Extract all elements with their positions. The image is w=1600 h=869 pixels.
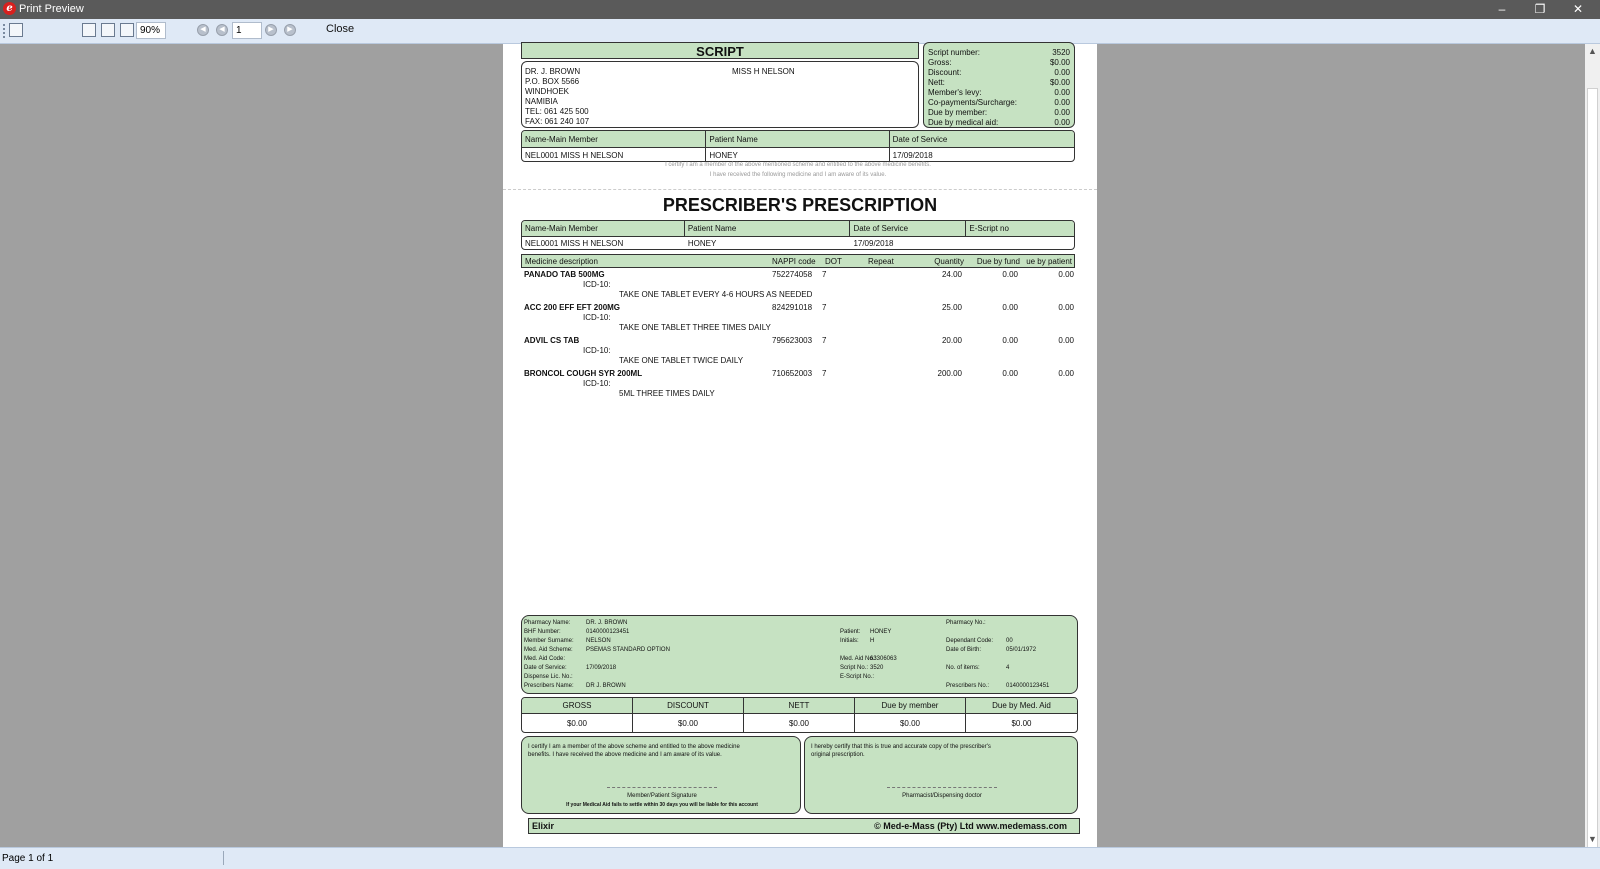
doctor-address-line: NAMIBIA: [525, 97, 558, 106]
multi-page-icon[interactable]: [101, 23, 115, 37]
pharmacy-field-label: Prescribers Name:: [524, 683, 574, 689]
pharmacy-field-label: Patient:: [840, 629, 861, 635]
medicine-due-patient: 0.00: [1058, 336, 1074, 345]
scroll-down-icon[interactable]: ▼: [1588, 834, 1597, 844]
summary-label: Discount:: [928, 68, 962, 77]
next-page-icon[interactable]: ▶: [265, 24, 277, 36]
prescription-value-cell: HONEY: [687, 239, 717, 248]
medicine-due-fund: 0.00: [1002, 336, 1018, 345]
pharmacy-field-label: Prescribers No.:: [946, 683, 990, 689]
page-number-input[interactable]: 1: [232, 22, 262, 39]
pharmacy-field-value: 4: [1006, 665, 1010, 671]
summary-value: 0.00: [1054, 88, 1070, 97]
medicine-dot: 7: [822, 369, 827, 378]
doctor-address-line: DR. J. BROWN: [525, 67, 581, 76]
medicine-instructions: 5ML THREE TIMES DAILY: [619, 389, 715, 398]
medicine-due-patient: 0.00: [1058, 369, 1074, 378]
pharmacy-field-label: Pharmacy Name:: [524, 620, 571, 626]
summary-value: 0.00: [1054, 98, 1070, 107]
summary-value: 0.00: [1054, 118, 1070, 127]
pharmacy-field-label: Pharmacy No.:: [946, 620, 986, 626]
pharmacy-field-label: No. of items:: [946, 665, 980, 671]
minimize-button[interactable]: –: [1498, 2, 1506, 16]
status-divider: [223, 851, 224, 865]
single-page-icon[interactable]: [82, 23, 96, 37]
toolbar-grip: [3, 24, 7, 38]
page-info: Page 1 of 1: [2, 853, 54, 864]
medicine-name: ACC 200 EFF EFT 200MG: [524, 303, 621, 312]
pharmacy-field-label: Date of Birth:: [946, 647, 982, 653]
summary-value: $0.00: [1049, 58, 1070, 67]
script-value-cell: 17/09/2018: [892, 151, 933, 160]
summary-label: Member's levy:: [928, 88, 982, 97]
medicine-due-fund: 0.00: [1002, 369, 1018, 378]
icd-label: ICD-10:: [583, 346, 611, 355]
totals-header-cell: GROSS: [522, 698, 633, 713]
medicine-quantity: 20.00: [941, 336, 962, 345]
medicine-instructions: TAKE ONE TABLET TWICE DAILY: [619, 356, 744, 365]
medicine-due-patient: 0.00: [1058, 270, 1074, 279]
summary-label: Script number:: [928, 48, 981, 57]
pharmacy-field-value: HONEY: [870, 629, 892, 635]
pharmacy-field-label: Initials:: [840, 638, 859, 644]
member-certify-text: I certify I am a member of the above scheme and entitled to the above medicine benefits. I have received the above medicine and I am aware of its value.: [528, 744, 740, 758]
totals-value-cell: $0.00: [1011, 719, 1032, 728]
medicine-column-header: Due by fund: [976, 257, 1020, 266]
title-bar: [0, 0, 1600, 19]
medicine-instructions: TAKE ONE TABLET THREE TIMES DAILY: [619, 323, 771, 332]
totals-value-cell: $0.00: [855, 713, 966, 733]
totals-header-cell: Due by member: [855, 698, 966, 713]
certify-line-2: I have received the following medicine and I am aware of its value.: [709, 172, 887, 178]
pharmacy-field-value: 0140000123451: [1006, 683, 1050, 689]
footer-right: © Med-e-Mass (Pty) Ltd www.medemass.com: [874, 821, 1067, 831]
last-page-icon[interactable]: ▶: [284, 24, 296, 36]
totals-header-cell: NETT: [744, 698, 855, 713]
summary-value: 0.00: [1054, 108, 1070, 117]
pharmacy-field-label: E-Script No.:: [840, 674, 875, 680]
medicine-instructions: TAKE ONE TABLET EVERY 4-6 HOURS AS NEEDED: [619, 290, 813, 299]
pharmacy-field-value: H: [870, 638, 875, 644]
medicine-dot: 7: [822, 303, 827, 312]
pharmacist-certify-text: I hereby certify that this is true and accurate copy of the prescriber's original prescription.: [811, 744, 991, 758]
prescription-header-cell: Date of Service: [850, 221, 966, 236]
prescription-header-cell: E-Script no: [969, 224, 1009, 233]
medicine-column-header: Medicine description: [525, 257, 598, 266]
script-value-cell: HONEY: [706, 147, 889, 162]
pharmacy-info-box: [521, 615, 1078, 694]
medicine-quantity: 200.00: [937, 369, 962, 378]
doctor-address-line: TEL: 061 425 500: [525, 107, 589, 116]
medicine-column-header: Quantity: [934, 257, 964, 266]
medicine-quantity: 24.00: [941, 270, 962, 279]
cut-line: [503, 189, 1097, 190]
pharmacy-field-label: Med. Aid Code:: [524, 656, 566, 662]
first-page-icon[interactable]: ◀: [197, 24, 209, 36]
totals-table: [521, 697, 1078, 733]
summary-label: Due by member:: [928, 108, 988, 117]
restore-button[interactable]: ❐: [1534, 2, 1546, 16]
footer-left: Elixir: [532, 821, 555, 831]
medicine-name: ADVIL CS TAB: [524, 336, 580, 345]
medicine-due-fund: 0.00: [1002, 303, 1018, 312]
medicine-nappi: 824291018: [772, 303, 813, 312]
print-page: [503, 44, 1097, 847]
medicine-column-header: ue by patient: [1026, 257, 1072, 266]
member-signature-line: [607, 787, 717, 788]
medicine-column-header: DOT: [825, 257, 842, 266]
totals-value-cell: $0.00: [633, 713, 744, 733]
prescription-value-cell: NEL0001 MISS H NELSON: [525, 239, 624, 248]
pharmacy-field-label: Script No.:: [840, 665, 869, 671]
close-window-button[interactable]: ✕: [1572, 2, 1584, 16]
prescription-header-cell: Patient Name: [685, 221, 851, 236]
medicine-name: PANADO TAB 500MG: [524, 270, 605, 279]
summary-value: $0.00: [1049, 78, 1070, 87]
previous-page-icon[interactable]: ◀: [216, 24, 228, 36]
medicine-due-patient: 0.00: [1058, 303, 1074, 312]
pharmacy-field-label: Dependant Code:: [946, 638, 994, 644]
window-title: Print Preview: [19, 3, 84, 15]
pharmacy-field-value: 3520: [870, 665, 884, 671]
script-summary-box: [923, 42, 1075, 128]
prescription-value-cell: [966, 236, 1074, 250]
member-signature-box: [521, 736, 801, 814]
print-icon[interactable]: [9, 23, 23, 37]
prescription-value-cell: 17/09/2018: [853, 239, 894, 248]
medicine-column-header: Repeat: [868, 257, 894, 266]
medicine-nappi: 710652003: [772, 369, 813, 378]
medicine-name: BRONCOL COUGH SYR 200ML: [524, 369, 643, 378]
pharmacy-field-value: DR J. BROWN: [586, 683, 626, 689]
scrollbar-thumb[interactable]: [1587, 88, 1598, 854]
member-signature-label: Member/Patient Signature: [627, 793, 697, 799]
pharmacy-field-value: 63306063: [870, 656, 897, 662]
totals-value-cell: $0.00: [744, 713, 855, 733]
vertical-scrollbar[interactable]: [1585, 44, 1600, 847]
script-title-bar: [521, 42, 919, 59]
icd-label: ICD-10:: [583, 313, 611, 322]
page-width-icon[interactable]: [120, 23, 134, 37]
script-header-cell: Patient Name: [706, 131, 889, 147]
doctor-address-line: FAX: 061 240 107: [525, 117, 590, 126]
pharmacy-field-label: Date of Service:: [524, 665, 567, 671]
script-patient-name: MISS H NELSON: [732, 67, 795, 76]
app-logo-icon: e: [3, 2, 16, 15]
pharmacy-field-value: NELSON: [586, 638, 611, 644]
summary-label: Co-payments/Surcharge:: [928, 98, 1017, 107]
script-member-table: [521, 130, 1075, 162]
script-value-cell: NEL0001 MISS H NELSON: [522, 147, 706, 162]
prescription-member-table: [521, 220, 1075, 250]
pharmacy-field-label: Med. Aid Scheme:: [524, 647, 573, 653]
prescription-title: PRESCRIBER'S PRESCRIPTION: [662, 195, 938, 215]
medicine-nappi: 795623003: [772, 336, 813, 345]
medicine-quantity: 25.00: [941, 303, 962, 312]
icd-label: ICD-10:: [583, 379, 611, 388]
pharmacy-field-label: Med. Aid No.:: [840, 656, 877, 662]
doctor-address-box: [521, 61, 919, 128]
medicine-due-fund: 0.00: [1002, 270, 1018, 279]
script-header-cell: Name-Main Member: [522, 131, 706, 147]
pharmacy-field-label: Dispense Lic. No.:: [524, 674, 573, 680]
pharmacy-field-value: 0140000123451: [586, 629, 630, 635]
totals-header-cell: DISCOUNT: [633, 698, 744, 713]
summary-label: Gross:: [928, 58, 952, 67]
preview-toolbar: [0, 19, 1600, 44]
pharmacy-field-value: 17/09/2018: [586, 665, 617, 671]
medicine-dot: 7: [822, 270, 827, 279]
certify-line-1: I certify I am a member of the above mentioned scheme and entitled to the above medicine benefits.: [665, 162, 931, 168]
pharmacy-field-label: BHF Number:: [524, 629, 561, 635]
pharmacy-field-value: DR. J. BROWN: [586, 620, 628, 626]
pharmacist-signature-line: [887, 787, 997, 788]
medicine-columns-header: [521, 254, 1075, 268]
close-button[interactable]: Close: [326, 23, 355, 35]
status-bar: [0, 847, 1600, 869]
payment-warning: If your Medical Aid fails to settle within 30 days you will be liable for this account: [566, 802, 758, 808]
zoom-input[interactable]: 90%: [136, 22, 166, 39]
medicine-nappi: 752274058: [772, 270, 813, 279]
pharmacy-field-value: 00: [1006, 638, 1013, 644]
doctor-address-line: P.O. BOX 5566: [525, 77, 580, 86]
prescription-header-cell: Name-Main Member: [522, 221, 685, 236]
scroll-up-icon[interactable]: ▲: [1588, 46, 1597, 56]
summary-label: Nett:: [928, 78, 945, 87]
pharmacy-field-label: Member Surname:: [524, 638, 574, 644]
icd-label: ICD-10:: [583, 280, 611, 289]
medicine-column-header: NAPPI code: [772, 257, 816, 266]
script-header-cell: Date of Service: [892, 135, 948, 144]
script-title: SCRIPT: [696, 44, 744, 59]
summary-value: 0.00: [1054, 68, 1070, 77]
page-footer: [528, 818, 1080, 834]
doctor-address-line: WINDHOEK: [525, 87, 569, 96]
summary-value: 3520: [1052, 48, 1070, 57]
pharmacy-field-value: PSEMAS STANDARD OPTION: [586, 647, 670, 653]
summary-label: Due by medical aid:: [928, 118, 999, 127]
pharmacy-field-value: 05/01/1972: [1006, 647, 1037, 653]
pharmacist-signature-box: [804, 736, 1078, 814]
totals-header-cell: Due by Med. Aid: [992, 701, 1051, 710]
medicine-dot: 7: [822, 336, 827, 345]
pharmacist-signature-label: Pharmacist/Dispensing doctor: [902, 793, 982, 799]
totals-value-cell: $0.00: [522, 713, 633, 733]
